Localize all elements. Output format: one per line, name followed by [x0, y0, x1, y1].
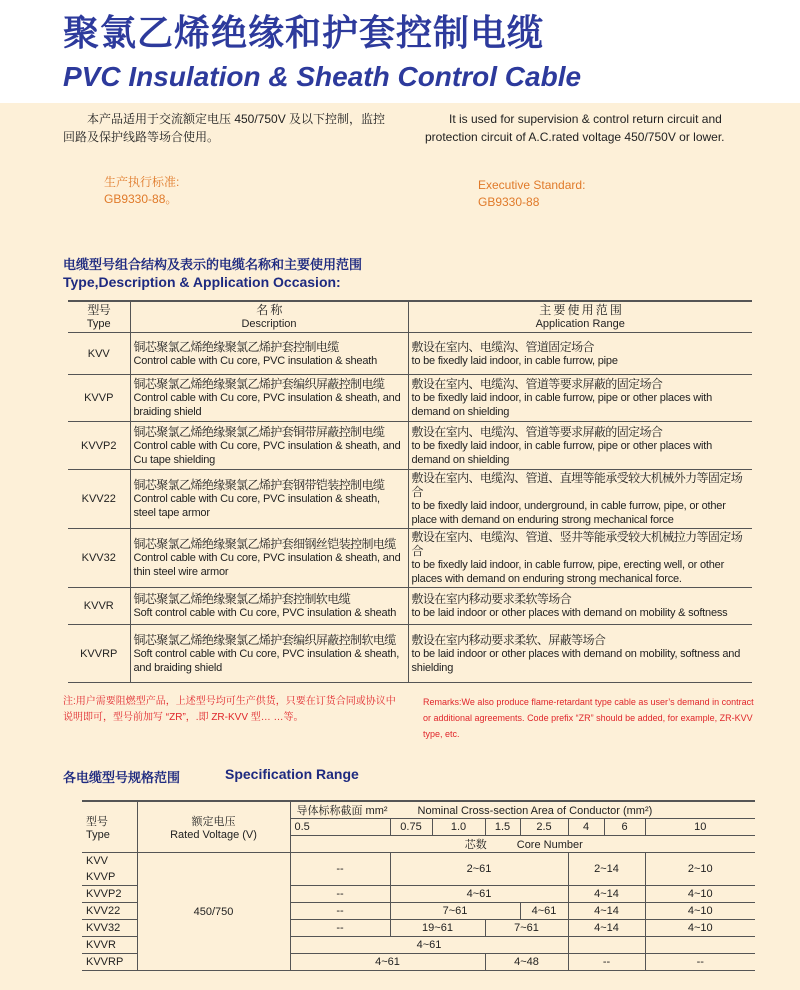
core-range-cell: 4~61 [520, 903, 568, 920]
spec-header-area [290, 801, 755, 819]
spec-header-row [82, 801, 755, 819]
spec-type-cell [82, 920, 137, 937]
core-range-cell: 2~61 [390, 853, 568, 886]
size-header: 1.0 [432, 819, 485, 836]
description-cn: 铜芯聚氯乙烯绝缘聚氯乙烯护套铜带屏蔽控制电缆 [133, 424, 385, 439]
application-cn: 敷设在室内、电缆沟、管道等要求屏蔽的固定场合 [411, 377, 663, 391]
core-range-cell: 2~10 [645, 853, 755, 886]
description-en: Soft control cable with Cu core, PVC insulation & sheath, and braiding shield [133, 647, 400, 674]
header-type-en: Type [86, 318, 111, 330]
type-cell: KVV22 [68, 470, 130, 529]
application-cell [408, 333, 752, 375]
table-row [68, 529, 752, 588]
spec-type: KVVR [86, 939, 116, 951]
application-cn: 敷设在室内、电缆沟、管道、竖井等能承受较大机械拉力等固定场合 [411, 530, 743, 558]
core-range-cell [568, 937, 645, 954]
spec-core-cn: 芯数 [464, 839, 487, 851]
application-cn: 敷设在室内移动要求柔软、屏蔽等场合 [411, 632, 606, 647]
core-range-cell: 4~10 [645, 903, 755, 920]
application-cell [408, 422, 752, 470]
section2-title-cn: 各电缆型号规格范围 [63, 770, 181, 785]
description-en: Control cable with Cu core, PVC insulation & sheath, and braiding shield [133, 392, 401, 418]
application-en: to be fixedly laid indoor, in cable furrow, pipe or other places with demand on shielding [411, 439, 712, 466]
type-cell: KVVR [68, 588, 130, 625]
application-en: to be fixedly laid indoor, in cable furrow, pipe [411, 354, 618, 367]
core-range-cell: 7~61 [390, 903, 520, 920]
core-range-cell: 4~48 [485, 954, 568, 971]
header-type [68, 301, 130, 333]
core-range-cell: 4~61 [390, 886, 568, 903]
spec-row [82, 853, 755, 886]
header-description [130, 301, 408, 333]
description-cn: 铜芯聚氯乙烯绝缘聚氯乙烯护套钢带铠装控制电缆 [133, 478, 385, 492]
intro-en: It is used for supervision & control return circuit and protection circuit of A.C.rated voltage 450/750V or lower. [425, 112, 725, 144]
spec-type-cell [82, 903, 137, 920]
core-range-cell: 4~14 [568, 903, 645, 920]
core-range-cell: -- [290, 886, 390, 903]
note-en: Remarks:We also produce flame-retardant type cable as user’s demand in contract or additional agreements. Code prefix “ZR” should be added, for example, ZR-KVV type, etc. [423, 697, 754, 739]
core-range-cell: 4~61 [290, 937, 568, 954]
description-en: Control cable with Cu core, PVC insulation & sheath [133, 354, 378, 367]
spec-type-cn: 型号 [86, 816, 108, 828]
spec-type: KVV [86, 855, 109, 867]
type-cell: KVVP [68, 375, 130, 422]
spec-type-cell [82, 954, 137, 971]
table-row [68, 333, 752, 375]
application-cell [408, 470, 752, 529]
core-range-cell: 19~61 [390, 920, 485, 937]
size-header: 1.5 [485, 819, 520, 836]
table-header-row [68, 301, 752, 333]
core-range-cell: 4~14 [568, 920, 645, 937]
table-row [68, 375, 752, 422]
table-row [68, 470, 752, 529]
application-en: to be laid indoor or other places with demand on mobility, softness and shielding [411, 647, 741, 674]
application-en: to be fixedly laid indoor, underground, in cable furrow, pipe, or other place with demand on enduring strong mechanical force [411, 500, 726, 526]
spec-core-number [290, 836, 755, 853]
core-range-cell: 4~10 [645, 920, 755, 937]
standard-cn-label: 生产执行标准: [104, 175, 180, 189]
application-cell [408, 529, 752, 588]
spec-type-cell [82, 937, 137, 954]
table-row [68, 625, 752, 683]
section2-title-en: Specification Range [225, 766, 359, 782]
spec-header-type [82, 801, 137, 853]
specification-table [82, 800, 755, 971]
application-en: to be fixedly laid indoor, in cable furrow, pipe or other places with demand on shielding [411, 392, 712, 418]
core-range-cell: 4~61 [290, 954, 485, 971]
description-cn: 铜芯聚氯乙烯绝缘聚氯乙烯护套编织屏蔽控制软电缆 [133, 632, 396, 647]
spec-core-en: Core Number [516, 839, 583, 851]
note-cn: 注:用户需要阻燃型产品，上述型号均可生产供货，只要在订货合同或协议中说明即可，型号前加写 “ZR”，.即 ZR-KVV 型… …等。 [63, 696, 396, 723]
type-cell: KVVP2 [68, 422, 130, 470]
description-cn: 铜芯聚氯乙烯绝缘聚氯乙烯护套控制软电缆 [133, 592, 351, 606]
spec-type: KVV22 [86, 905, 121, 917]
description-cn: 铜芯聚氯乙烯绝缘聚氯乙烯护套细钢丝铠装控制电缆 [133, 537, 396, 551]
type-cell: KVVRP [68, 625, 130, 683]
application-en: to be laid indoor or other places with demand on mobility & softness [411, 607, 728, 619]
application-cell [408, 375, 752, 422]
application-cn: 敷设在室内移动要求柔软等场合 [411, 592, 572, 606]
core-range-cell: -- [290, 853, 390, 886]
standard-en [478, 177, 585, 211]
size-header: 0.5 [290, 819, 390, 836]
spec-type-cell [82, 886, 137, 903]
size-header: 6 [604, 819, 645, 836]
header-type-cn: 型号 [87, 303, 111, 317]
core-range-cell: 4~14 [568, 886, 645, 903]
core-range-cell: 2~14 [568, 853, 645, 886]
application-cell [408, 588, 752, 625]
core-range-cell: 4~10 [645, 886, 755, 903]
core-range-cell [645, 937, 755, 954]
application-cn: 敷设在室内、电缆沟、管道固定场合 [411, 339, 594, 354]
spec-type: KVVP [86, 871, 116, 883]
description-cell [130, 470, 408, 529]
spec-voltage-en: Rated Voltage (V) [170, 829, 257, 841]
description-cell [130, 529, 408, 588]
section1-title-cn: 电缆型号组合结构及表示的电缆名称和主要使用范围 [63, 257, 363, 272]
description-cn: 铜芯聚氯乙烯绝缘聚氯乙烯护套编织屏蔽控制电缆 [133, 377, 385, 391]
size-header: 2.5 [520, 819, 568, 836]
header-description-en: Description [241, 318, 297, 330]
spec-area-en: Nominal Cross-section Area of Conductor (mm²) [417, 805, 653, 817]
table-row [68, 588, 752, 625]
core-range-cell: 7~61 [485, 920, 568, 937]
spec-voltage-cn: 额定电压 [191, 816, 236, 828]
core-range-cell: -- [645, 954, 755, 971]
application-cell [408, 625, 752, 683]
intro-cn: 本产品适用于交流额定电压 450/750V 及以下控制，监控回路及保护线路等场合使用。 [63, 112, 386, 144]
spec-header-voltage [137, 801, 290, 853]
spec-type-en: Type [86, 829, 110, 841]
description-en: Control cable with Cu core, PVC insulation & sheath, steel tape armor [133, 493, 380, 519]
description-cell [130, 333, 408, 375]
description-cell [130, 625, 408, 683]
section1-title-en: Type,Description & Application Occasion: [63, 274, 341, 290]
page-title-en: PVC Insulation & Sheath Control Cable [63, 61, 582, 92]
header-application [408, 301, 752, 333]
standard-en-label: Executive Standard: [478, 178, 586, 192]
description-cell [130, 422, 408, 470]
spec-type: KVVP2 [86, 888, 122, 900]
application-cn: 敷设在室内、电缆沟、管道等要求屏蔽的固定场合 [411, 424, 663, 439]
description-cell [130, 588, 408, 625]
page-title-cn: 聚氯乙烯绝缘和护套控制电缆 [63, 13, 545, 54]
description-en: Control cable with Cu core, PVC insulation & sheath, and Cu tape shielding [133, 439, 401, 466]
rated-voltage-cell: 450/750 [137, 853, 290, 971]
table-row [68, 422, 752, 470]
spec-type: KVVRP [86, 956, 124, 968]
description-cell [130, 375, 408, 422]
description-cn: 铜芯聚氯乙烯绝缘聚氯乙烯护套控制电缆 [133, 339, 339, 354]
header-application-en: Application Range [535, 318, 625, 330]
core-range-cell: -- [568, 954, 645, 971]
header-application-cn: 主 要 使 用 范 围 [539, 303, 622, 317]
standard-cn [104, 174, 179, 208]
standard-en-value: GB9330-88 [478, 195, 540, 209]
spec-type-cell [82, 853, 137, 886]
size-header: 4 [568, 819, 604, 836]
spec-area-cn: 导体标称截面 mm² [296, 805, 388, 817]
standard-cn-value: GB9330-88。 [104, 192, 178, 206]
size-header: 10 [645, 819, 755, 836]
description-en: Soft control cable with Cu core, PVC insulation & sheath [133, 607, 397, 619]
type-description-table [68, 300, 752, 683]
application-en: to be fixedly laid indoor, in cable furrow, pipe, erecting well, or other places with demand on enduring strong mechanical force. [411, 559, 725, 585]
core-range-cell: -- [290, 920, 390, 937]
description-en: Control cable with Cu core, PVC insulation & sheath, and thin steel wire armor [133, 552, 401, 578]
spec-type: KVV32 [86, 922, 121, 934]
application-cn: 敷设在室内、电缆沟、管道、直埋等能承受较大机械外力等固定场合 [411, 471, 743, 499]
type-cell: KVV32 [68, 529, 130, 588]
header-description-cn: 名 称 [256, 303, 282, 317]
size-header: 0.75 [390, 819, 432, 836]
core-range-cell: -- [290, 903, 390, 920]
type-cell: KVV [68, 333, 130, 375]
